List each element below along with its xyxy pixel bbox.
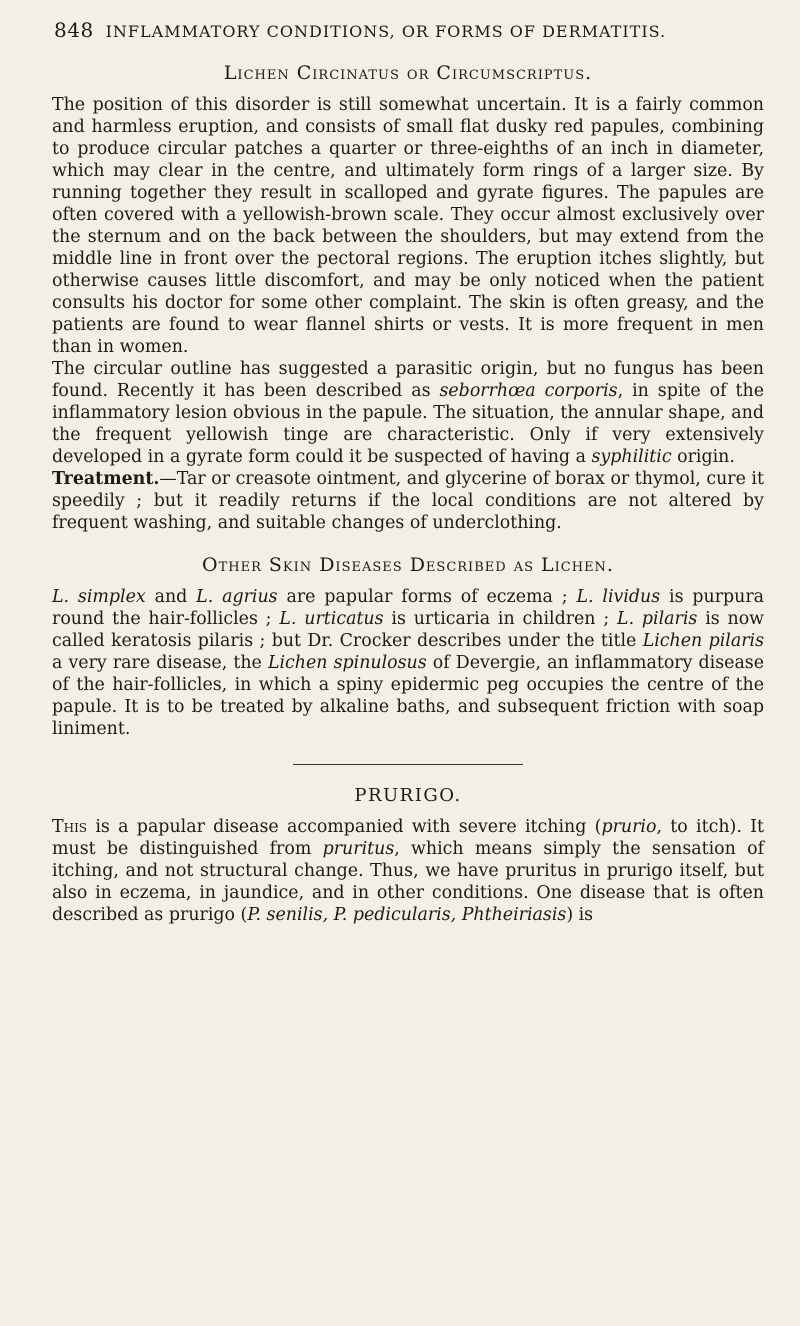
text-run: is purpura round the hair-follicles ;	[52, 587, 765, 629]
italic-term: pruritus	[322, 839, 395, 859]
italic-term: P. senilis, P. pedicularis, Phtheiriasis	[247, 905, 567, 925]
text-run: is urticaria in children ;	[391, 609, 610, 629]
text-run: a very rare disease, the	[52, 653, 262, 673]
text-run: of Devergie, an inflammatory disease of the hair-follicles, in which a spiny epidermic peg occupies the centre of the papule. It is to be treated by alkaline baths, and subsequent friction with soap liniment.	[52, 653, 765, 739]
text-run: The circular outline has suggested a parasitic origin, but no fungus has been found. Recently it has been described as	[52, 359, 764, 401]
italic-term: L. urticatus	[279, 609, 384, 629]
book-page	[52, 18, 764, 926]
text-run: —Tar or creasote ointment, and glycerine of borax or thymol, cure it speedily ; but it readily returns if the local conditions are not altered by frequent washing, and suitable changes of underclothing.	[52, 469, 764, 533]
paragraph-other-lichen	[52, 586, 764, 740]
text-run: ) is	[566, 905, 594, 925]
italic-term: L. simplex	[52, 587, 146, 607]
running-title: INFLAMMATORY CONDITIONS, OR FORMS OF DERMATITIS.	[105, 22, 667, 41]
lead-word: This	[52, 817, 88, 837]
paragraph-lichen-description: The position of this disorder is still somewhat uncertain. It is a fairly common and harmless eruption, and consists of small flat dusky red papules, combining to produce circular patches a quarter or three-eighths of an inch in diameter, which may clear in the centre, and ultimately form rings of a larger size. By running together they result in scalloped and gyrate figures. The papules are often covered with a yellowish-brown scale. They occur almost exclusively over the sternum and on the back between the shoulders, but may extend from the middle line in front over the pectoral regions. The eruption itches slightly, but otherwise causes little discomfort, and may be only noticed when the patient consults his doctor for some other complaint. The skin is often greasy, and the patients are found to wear flannel shirts or vests. It is more frequent in men than in women.	[52, 95, 764, 357]
text-run: , in spite of the inflammatory lesion obvious in the papule. The situation, the annular shape, and the frequent yellowish tinge are characteristic. Only if very extensively developed in a gyrate form could it be suspected of having a	[52, 381, 764, 467]
italic-term: seborrhœa corporis	[439, 381, 618, 401]
paragraph-circular-outline	[52, 358, 764, 468]
italic-term: Lichen spinulosus	[267, 653, 427, 673]
paragraph-prurigo	[52, 816, 764, 926]
italic-term: Lichen pilaris	[642, 631, 765, 651]
italic-term: L. pilaris	[617, 609, 698, 629]
text-run: and	[154, 587, 188, 607]
italic-term: L. agrius	[196, 587, 278, 607]
italic-term: prurio	[601, 817, 657, 837]
italic-term: L. lividus	[576, 587, 661, 607]
section-divider	[293, 764, 523, 765]
section-heading-other-diseases: Other Skin Diseases Described as Lichen.	[202, 554, 614, 576]
text-run: are papular forms of eczema ;	[286, 587, 568, 607]
text-run: origin.	[677, 447, 735, 467]
treatment-label: Treatment.	[52, 469, 160, 489]
running-header	[54, 18, 764, 42]
page-number: 848	[54, 18, 94, 42]
text-run: is now called keratosis pilaris ; but Dr. Crocker describes under the title	[52, 609, 765, 651]
text-run: , which means simply the sensation of itching, and not structural change. Thus, we have pruritus in prurigo itself, but also in eczema, in jaundice, and in other conditions. One disease that is often described as prurigo (	[52, 839, 765, 925]
paragraph-treatment	[52, 468, 764, 534]
section-heading-prurigo: PRURIGO.	[354, 785, 462, 806]
italic-term: syphilitic	[591, 447, 672, 467]
section-heading-lichen-circinatus: Lichen Circinatus or Circumscriptus.	[223, 62, 593, 84]
text-run: , to itch). It must be distinguished from	[52, 817, 765, 859]
text-run: is a papular disease accompanied with severe itching (	[95, 817, 602, 837]
